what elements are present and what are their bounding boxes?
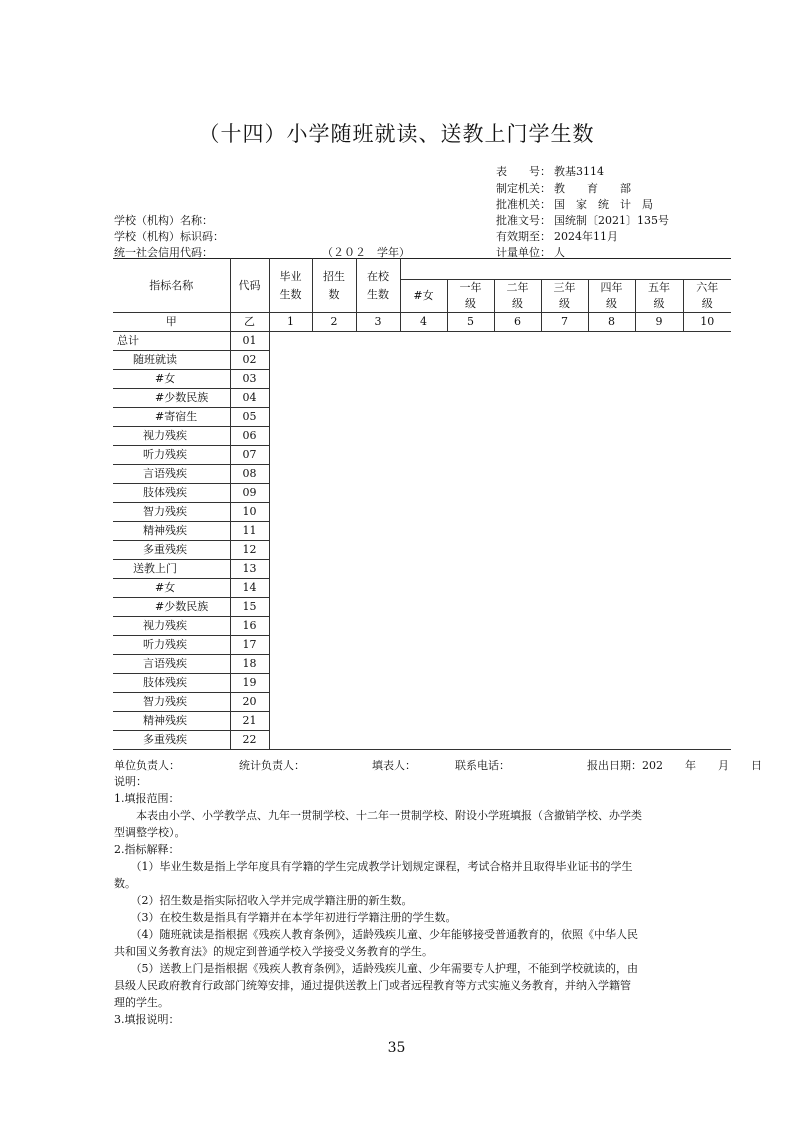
table-row	[113, 332, 731, 351]
column-label: 乙	[230, 313, 269, 332]
indicator-code: 01	[230, 332, 269, 351]
note-line: 本表由小学、小学教学点、九年一贯制学校、十二年一贯制学校、附设小学班填报（含撤销学校、办学类	[114, 809, 642, 822]
header-enrollment: 招生 数	[312, 259, 356, 313]
column-label: 1	[269, 313, 312, 332]
note-line: 型调整学校）。	[114, 826, 186, 839]
note-line: 1.填报范围：	[114, 792, 180, 805]
note-line: 2.指标解释：	[114, 843, 180, 856]
indicator-code: 02	[230, 351, 269, 370]
note-line: （1）毕业生数是指上学年度具有学籍的学生完成教学计划规定课程，考试合格并且取得毕业证书的学生	[114, 860, 633, 873]
signature-line	[114, 757, 762, 773]
indicator-name: 肢体残疾	[113, 484, 230, 503]
indicator-code: 04	[230, 389, 269, 408]
indicator-name: 智力残疾	[113, 503, 230, 522]
note-line: 县级人民政府教育行政部门统筹安排，通过提供送教上门或者远程教育等方式实施义务教育，并纳入学籍管	[114, 979, 631, 992]
filler-label: 填表人：	[372, 759, 416, 772]
note-line: 理的学生。	[114, 996, 169, 1009]
indicator-name: 智力残疾	[113, 693, 230, 712]
indicator-name: 视力残疾	[113, 617, 230, 636]
column-label: 8	[588, 313, 635, 332]
header-in-school: 在校 生数	[356, 259, 400, 313]
note-line: （4）随班就读是指根据《残疾人教育条例》，适龄残疾儿童、少年能够接受普通教育的，依照《中华人民	[114, 928, 638, 941]
indicator-code: 22	[230, 731, 269, 750]
report-date-label: 报出日期：202 年 月 日	[587, 759, 762, 772]
indicator-code: 19	[230, 674, 269, 693]
indicator-name: 随班就读	[113, 351, 230, 370]
indicator-name: 多重残疾	[113, 731, 230, 750]
indicator-name: #少数民族	[113, 389, 230, 408]
indicator-code: 14	[230, 579, 269, 598]
indicator-code: 08	[230, 465, 269, 484]
valid-until: 有效期至： 2024年11月	[496, 230, 618, 243]
indicator-code: 13	[230, 560, 269, 579]
header-grade-6: 六年 级	[683, 280, 731, 313]
indicator-name: 精神残疾	[113, 522, 230, 541]
column-label: 7	[541, 313, 588, 332]
credit-code-label: 统一社会信用代码：	[114, 246, 213, 259]
column-label: 9	[635, 313, 683, 332]
column-label: 10	[700, 315, 715, 328]
header-grade-2: 二年 级	[494, 280, 541, 313]
indicator-name: 听力残疾	[113, 446, 230, 465]
header-grade-4: 四年 级	[588, 280, 635, 313]
indicator-name: 视力残疾	[113, 427, 230, 446]
column-label: 4	[400, 313, 447, 332]
page-number: 35	[387, 1040, 406, 1056]
approving-authority: 批准机关： 国 家 统 计 局	[496, 198, 653, 211]
indicator-code: 11	[230, 522, 269, 541]
indicator-name: 总计	[113, 332, 230, 351]
indicator-name: 肢体残疾	[113, 674, 230, 693]
header-code: 代码	[230, 259, 269, 313]
measure-unit: 计量单位： 人	[496, 246, 565, 259]
column-label: 3	[356, 313, 400, 332]
note-line: 数。	[114, 877, 136, 890]
column-label: 5	[447, 313, 494, 332]
indicator-name: 言语残疾	[113, 655, 230, 674]
indicator-name: 听力残疾	[113, 636, 230, 655]
notes-section	[114, 773, 642, 1028]
issuing-authority: 制定机关： 教 育 部	[496, 182, 631, 195]
note-line: 共和国义务教育法》的规定到普通学校入学接受义务教育的学生。	[114, 945, 433, 958]
indicator-name: #少数民族	[113, 598, 230, 617]
column-label: 2	[312, 313, 356, 332]
column-label: 甲	[113, 313, 230, 332]
stat-head-label: 统计负责人：	[239, 759, 305, 772]
note-line: （3）在校生数是指具有学籍并在本学年初进行学籍注册的学生数。	[114, 911, 457, 924]
indicator-code: 12	[230, 541, 269, 560]
header-indicator-name: 指标名称	[113, 259, 230, 313]
unit-head-label: 单位负责人：	[114, 759, 180, 772]
header-grade-5: 五年 级	[635, 280, 683, 313]
indicator-code: 18	[230, 655, 269, 674]
indicator-code: 03	[230, 370, 269, 389]
indicator-code: 07	[230, 446, 269, 465]
indicator-code: 15	[230, 598, 269, 617]
indicator-name: 言语残疾	[113, 465, 230, 484]
indicator-name: 精神残疾	[113, 712, 230, 731]
indicator-name: 多重残疾	[113, 541, 230, 560]
column-label: 6	[494, 313, 541, 332]
indicator-code: 05	[230, 408, 269, 427]
academic-year: （２０２ 学年）	[322, 246, 410, 259]
school-name-label: 学校（机构）名称：	[114, 214, 213, 227]
indicator-name: #寄宿生	[113, 408, 230, 427]
indicator-name: #女	[113, 370, 230, 389]
indicator-name: 送教上门	[113, 560, 230, 579]
note-line: （5）送教上门是指根据《残疾人教育条例》，适龄残疾儿童、少年需要专人护理，不能到学校就读的，由	[114, 962, 638, 975]
data-area-blank	[269, 332, 731, 750]
header-grade-3: 三年 级	[541, 280, 588, 313]
indicator-code: 10	[230, 503, 269, 522]
student-count-table	[113, 258, 731, 750]
note-line: （2）招生数是指实际招收入学并完成学籍注册的新生数。	[114, 894, 413, 907]
page-title: （十四）小学随班就读、送教上门学生数	[198, 122, 595, 146]
indicator-name: #女	[113, 579, 230, 598]
phone-label: 联系电话：	[455, 759, 510, 772]
approval-number: 批准文号： 国统制〔2021〕135号	[496, 214, 669, 227]
indicator-code: 06	[230, 427, 269, 446]
note-line: 说明：	[114, 775, 147, 788]
note-line: 3.填报说明：	[114, 1013, 180, 1026]
indicator-code: 09	[230, 484, 269, 503]
header-graduates: 毕业 生数	[269, 259, 312, 313]
form-number: 表 号： 教基3114	[496, 165, 604, 178]
indicator-code: 17	[230, 636, 269, 655]
school-id-label: 学校（机构）标识码：	[114, 230, 224, 243]
header-grade-1: 一年 级	[447, 280, 494, 313]
indicator-code: 20	[230, 693, 269, 712]
indicator-code: 21	[230, 712, 269, 731]
header-female: #女	[400, 280, 447, 313]
indicator-code: 16	[230, 617, 269, 636]
